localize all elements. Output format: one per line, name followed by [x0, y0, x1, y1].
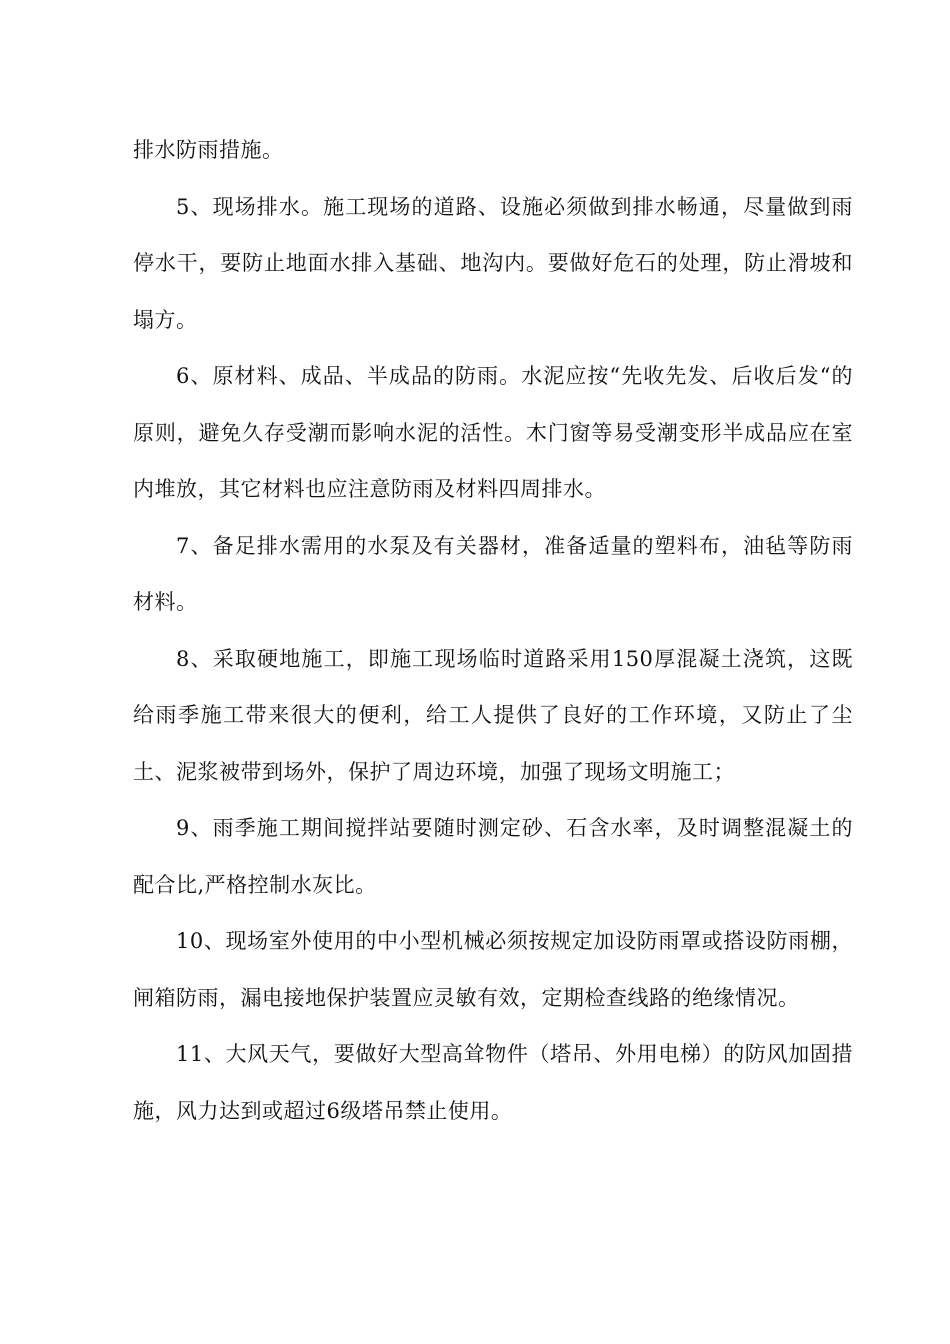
paragraph-item-5: 5、现场排水。施工现场的道路、设施必须做到排水畅通，尽量做到雨停水干，要防止地面水排入基础、地沟内。要做好危石的处理，防止滑坡和塌方。 [133, 194, 853, 332]
paragraph-item-7: 7、备足排水需用的水泵及有关器材，准备适量的塑料布，油毡等防雨材料。 [133, 533, 853, 614]
paragraph-item-10: 10、现场室外使用的中小型机械必须按规定加设防雨罩或搭设防雨棚，闸箱防雨，漏电接地保护装置应灵敏有效，定期检查线路的绝缘情况。 [133, 929, 853, 1010]
paragraph-item-6: 6、原材料、成品、半成品的防雨。水泥应按“先收先发、后收后发“的原则，避免久存受潮而影响水泥的活性。木门窗等易受潮变形半成品应在室内堆放，其它材料也应注意防雨及材料四周排水。 [133, 364, 853, 501]
paragraph-item-9: 9、雨季施工期间搅拌站要随时测定砂、石含水率，及时调整混凝土的配合比,严格控制水灰比。 [133, 816, 853, 897]
document-body [133, 122, 853, 1139]
paragraph-item-11: 11、大风天气，要做好大型高耸物件（塔吊、外用电梯）的防风加固措施，风力达到或超过6级塔吊禁止使用。 [133, 1042, 853, 1123]
paragraph-continuation: 排水防雨措施。 [133, 138, 284, 162]
paragraph-item-8: 8、采取硬地施工，即施工现场临时道路采用150厚混凝土浇筑，这既给雨季施工带来很大的便利，给工人提供了良好的工作环境，又防止了尘土、泥浆被带到场外，保护了周边环境，加强了现场文明施工； [133, 646, 853, 784]
